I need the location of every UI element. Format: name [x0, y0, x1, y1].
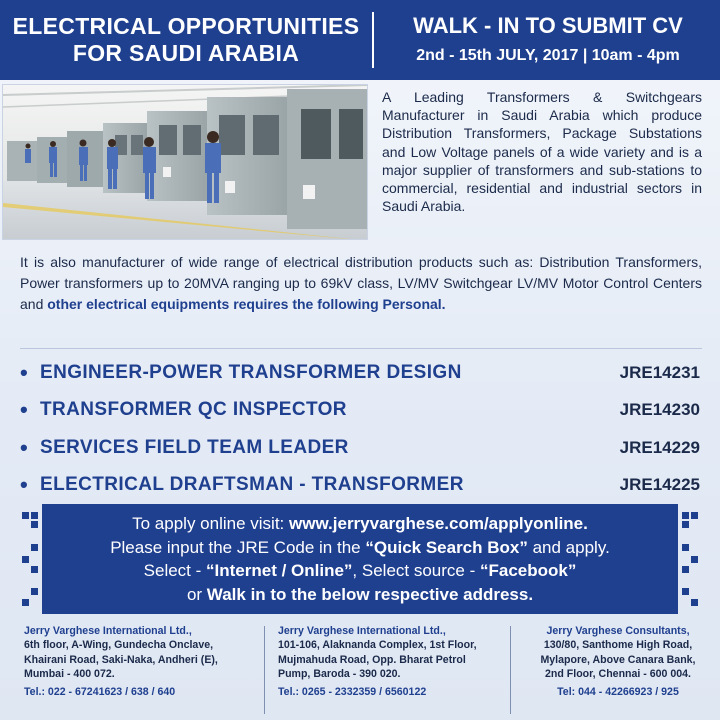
positions-list	[20, 354, 702, 504]
address-divider	[264, 626, 265, 714]
position-code: JRE14229	[619, 437, 700, 457]
position-title: TRANSFORMER QC INSPECTOR	[40, 399, 347, 421]
apply-line-2-prefix: Please input the JRE Code in the	[110, 537, 366, 557]
bullet-icon: •	[20, 397, 28, 423]
header-divider	[372, 12, 374, 68]
position-title: ENGINEER-POWER TRANSFORMER DESIGN	[40, 361, 462, 383]
office-phone: Tel: 044 - 42266923 / 925	[557, 685, 679, 698]
office-name: Jerry Varghese International Ltd.,	[278, 625, 446, 637]
apply-line-3-prefix: Select -	[143, 561, 207, 580]
position-item	[20, 429, 702, 467]
header-banner	[0, 0, 720, 80]
office-name: Jerry Varghese International Ltd.,	[24, 625, 192, 637]
apply-url-link[interactable]: www.jerryvarghese.com/applyonline.	[289, 514, 588, 533]
address-line: Mylapore, Above Canara Bank,	[540, 653, 696, 666]
apply-line-2-suffix: and apply.	[527, 537, 610, 557]
address-baroda	[278, 624, 506, 699]
address-line: 2nd Floor, Chennai - 600 004.	[545, 668, 691, 681]
apply-line-1	[132, 512, 588, 536]
apply-line-1-prefix: To apply online visit:	[132, 514, 289, 533]
position-code: JRE14225	[619, 475, 700, 495]
position-code: JRE14230	[619, 400, 700, 420]
pixel-decoration-right	[682, 504, 706, 614]
internet-online-label: “Internet / Online”	[206, 561, 353, 580]
bullet-icon: •	[20, 434, 28, 460]
office-phone: Tel.: 022 - 67241623 / 638 / 640	[24, 685, 176, 698]
walk-in-instruction: Walk in to the below respective address.	[206, 584, 534, 604]
facebook-source-label: “Facebook”	[479, 561, 577, 580]
address-line: 6th floor, A-Wing, Gundecha Onclave,	[24, 639, 214, 652]
apply-line-2	[110, 536, 610, 560]
address-line: Mujmahuda Road, Opp. Bharat Petrol	[278, 653, 466, 666]
company-intro: A Leading Transformers & Switchgears Manufacturer in Saudi Arabia which produce Distribution Transformers, Package Substations and Low Voltage panels of a wide variety and is a major supplier of transformers and sub-stations to commercial, residential and industrial sectors in Saudi Arabia.	[382, 89, 702, 215]
header-left	[0, 0, 372, 80]
apply-line-4-prefix: or	[186, 584, 207, 604]
factory-photo	[2, 84, 368, 240]
position-item	[20, 354, 702, 392]
position-item	[20, 467, 702, 505]
apply-line-4	[187, 583, 533, 607]
address-divider	[510, 626, 511, 714]
address-mumbai	[24, 624, 256, 699]
bullet-icon: •	[20, 472, 28, 498]
address-chennai	[520, 624, 716, 699]
address-line: 101-106, Alaknanda Complex, 1st Floor,	[278, 639, 477, 652]
apply-line-3	[144, 559, 577, 583]
quick-search-label: “Quick Search Box”	[365, 537, 528, 557]
section-divider	[20, 348, 702, 349]
position-code: JRE14231	[619, 362, 700, 382]
walk-in-title: WALK - IN TO SUBMIT CV	[413, 13, 683, 38]
walk-in-dates: 2nd - 15th JULY, 2017 | 10am - 4pm	[416, 47, 680, 64]
bullet-icon: •	[20, 359, 28, 385]
office-addresses	[0, 620, 720, 720]
address-line: Pump, Baroda - 390 020.	[278, 668, 401, 681]
address-line: Khairani Road, Saki-Naka, Andheri (E),	[24, 653, 218, 666]
pixel-decoration-left	[14, 504, 38, 614]
position-item	[20, 392, 702, 430]
apply-line-3-mid: , Select source -	[352, 561, 480, 580]
address-line: 130/80, Santhome High Road,	[543, 639, 693, 652]
headline-line-2: FOR SAUDI ARABIA	[72, 40, 300, 66]
position-title: ELECTRICAL DRAFTSMAN - TRANSFORMER	[40, 474, 464, 496]
header-right	[376, 0, 720, 80]
apply-instructions-box	[42, 504, 678, 614]
position-title: SERVICES FIELD TEAM LEADER	[40, 436, 349, 458]
office-name: Jerry Varghese Consultants,	[546, 625, 690, 637]
headline-line-1: ELECTRICAL OPPORTUNITIES	[12, 13, 360, 39]
address-line: Mumbai - 400 072.	[24, 668, 115, 681]
requirement-highlight: other electrical equipments requires the following Personal.	[47, 296, 446, 312]
products-text: It is also manufacturer of wide range of electrical distribution products such as: Distribution Transformers, Power transformers up to 20MVA ranging up to 69kV class, LV/MV Switchgear LV/MV Motor Control Centers and	[20, 254, 702, 312]
office-phone: Tel.: 0265 - 2332359 / 6560122	[278, 685, 427, 698]
company-products	[20, 252, 702, 315]
